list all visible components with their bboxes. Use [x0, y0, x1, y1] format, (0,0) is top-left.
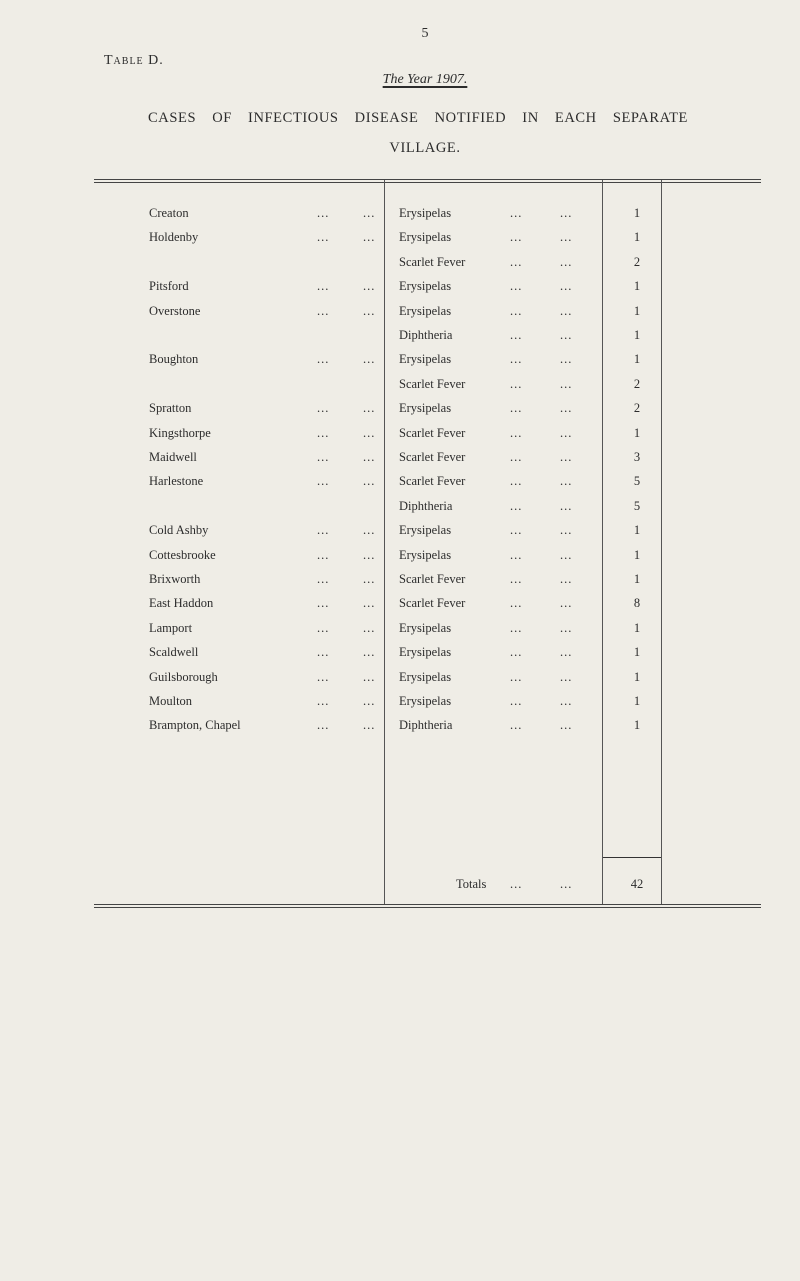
- case-count: 1: [633, 279, 641, 294]
- village-name: Scaldwell: [149, 645, 199, 660]
- leader-dots: ...: [510, 425, 523, 440]
- totals-rule: [603, 857, 661, 858]
- leader-dots: ...: [510, 230, 523, 245]
- bottom-rule: [94, 904, 761, 905]
- leader-dots: ...: [317, 303, 330, 318]
- village-name: Cold Ashby: [149, 523, 209, 538]
- leader-dots: ...: [560, 694, 573, 708]
- leader-dots: ...: [363, 303, 376, 318]
- leader-dots: ...: [510, 474, 523, 489]
- leader-dots: ...: [317, 230, 330, 245]
- leader-dots: ...: [317, 425, 330, 440]
- bottom-rule-inner: [94, 907, 761, 908]
- leader-dots: ...: [510, 572, 523, 586]
- table-row: [0, 426, 800, 448]
- leader-dots: ...: [560, 645, 573, 660]
- leader-dots: ...: [363, 620, 376, 635]
- leader-dots: ...: [510, 206, 523, 220]
- table-row: [0, 230, 800, 252]
- case-count: 1: [633, 547, 641, 562]
- table-row: [0, 548, 800, 570]
- village-name: Brampton, Chapel: [149, 718, 241, 733]
- disease-name: Erysipelas: [399, 694, 452, 708]
- disease-name: Diphtheria: [399, 498, 453, 513]
- table-row: [0, 694, 800, 716]
- leader-dots: ...: [317, 620, 330, 635]
- case-count: 1: [633, 303, 641, 318]
- leader-dots: ...: [560, 596, 573, 611]
- leader-dots: ...: [363, 450, 376, 464]
- leader-dots: ...: [560, 474, 573, 489]
- leader-dots: ...: [510, 669, 523, 684]
- disease-name: Erysipelas: [399, 645, 452, 660]
- table-row: [0, 450, 800, 472]
- village-name: Brixworth: [149, 572, 201, 586]
- table-row: [0, 621, 800, 643]
- leader-dots: ...: [560, 877, 573, 891]
- case-count: 1: [633, 523, 641, 538]
- disease-name: Erysipelas: [399, 523, 452, 538]
- leader-dots: ...: [510, 303, 523, 318]
- leader-dots: ...: [510, 718, 523, 733]
- case-count: 2: [633, 254, 641, 269]
- case-count: 1: [633, 352, 641, 367]
- leader-dots: ...: [510, 279, 523, 294]
- leader-dots: ...: [317, 352, 330, 367]
- leader-dots: ...: [363, 352, 376, 367]
- disease-name: Scarlet Fever: [399, 450, 466, 464]
- table-row: [0, 401, 800, 423]
- table-title-line-2: VILLAGE.: [389, 140, 461, 156]
- leader-dots: ...: [317, 645, 330, 660]
- table-row: [0, 279, 800, 301]
- table-row: [0, 718, 800, 740]
- leader-dots: ...: [363, 669, 376, 684]
- case-count: 1: [633, 206, 641, 220]
- leader-dots: ...: [510, 376, 523, 391]
- case-count: 1: [633, 572, 641, 586]
- village-name: Guilsborough: [149, 669, 218, 684]
- table-title-line-1: CASES OF INFECTIOUS DISEASE NOTIFIED IN EACH SEPARATE: [148, 110, 688, 126]
- leader-dots: ...: [560, 620, 573, 635]
- leader-dots: ...: [560, 572, 573, 586]
- leader-dots: ...: [317, 523, 330, 538]
- totals-row: [0, 877, 800, 899]
- leader-dots: ...: [510, 450, 523, 464]
- page-number: 5: [421, 26, 429, 41]
- case-count: 8: [633, 596, 641, 611]
- leader-dots: ...: [560, 401, 573, 416]
- leader-dots: ...: [363, 547, 376, 562]
- leader-dots: ...: [510, 620, 523, 635]
- case-count: 1: [633, 694, 641, 708]
- disease-name: Erysipelas: [399, 279, 452, 294]
- disease-name: Diphtheria: [399, 718, 453, 733]
- leader-dots: ...: [317, 450, 330, 464]
- leader-dots: ...: [510, 523, 523, 538]
- leader-dots: ...: [510, 645, 523, 660]
- leader-dots: ...: [560, 230, 573, 245]
- disease-name: Erysipelas: [399, 230, 452, 245]
- disease-name: Scarlet Fever: [399, 474, 466, 489]
- village-name: East Haddon: [149, 596, 214, 611]
- leader-dots: ...: [363, 474, 376, 489]
- village-name: Kingsthorpe: [149, 425, 211, 440]
- leader-dots: ...: [317, 596, 330, 611]
- disease-name: Erysipelas: [399, 352, 452, 367]
- village-name: Overstone: [149, 303, 201, 318]
- disease-name: Erysipelas: [399, 547, 452, 562]
- leader-dots: ...: [560, 718, 573, 733]
- case-count: 1: [633, 328, 641, 342]
- case-count: 1: [633, 425, 641, 440]
- leader-dots: ...: [363, 596, 376, 611]
- case-count: 1: [633, 645, 641, 660]
- leader-dots: ...: [560, 498, 573, 513]
- table-row: [0, 596, 800, 618]
- leader-dots: ...: [317, 694, 330, 708]
- village-name: Cottesbrooke: [149, 547, 216, 562]
- leader-dots: ...: [317, 547, 330, 562]
- leader-dots: ...: [363, 645, 376, 660]
- table-row: [0, 352, 800, 374]
- leader-dots: ...: [560, 254, 573, 269]
- leader-dots: ...: [363, 206, 376, 220]
- disease-name: Erysipelas: [399, 206, 452, 220]
- leader-dots: ...: [510, 877, 523, 891]
- disease-name: Diphtheria: [399, 328, 453, 342]
- leader-dots: ...: [317, 669, 330, 684]
- leader-dots: ...: [510, 498, 523, 513]
- leader-dots: ...: [560, 547, 573, 562]
- table-row: [0, 670, 800, 692]
- disease-name: Erysipelas: [399, 669, 452, 684]
- disease-name: Scarlet Fever: [399, 376, 466, 391]
- totals-value: 42: [630, 877, 644, 891]
- leader-dots: ...: [317, 206, 330, 220]
- table-row: [0, 206, 800, 228]
- leader-dots: ...: [560, 669, 573, 684]
- table-row: [0, 328, 800, 350]
- totals-label: Totals: [456, 877, 487, 891]
- case-count: 3: [633, 450, 641, 464]
- leader-dots: ...: [510, 254, 523, 269]
- leader-dots: ...: [560, 206, 573, 220]
- table-label: Table D.: [104, 53, 164, 68]
- leader-dots: ...: [560, 352, 573, 367]
- leader-dots: ...: [317, 718, 330, 733]
- case-count: 2: [633, 401, 641, 416]
- case-count: 5: [633, 498, 641, 513]
- disease-name: Scarlet Fever: [399, 572, 466, 586]
- table-row: [0, 304, 800, 326]
- table-row: [0, 255, 800, 277]
- table-row: [0, 474, 800, 496]
- disease-name: Scarlet Fever: [399, 425, 466, 440]
- table-row: [0, 572, 800, 594]
- leader-dots: ...: [560, 376, 573, 391]
- leader-dots: ...: [363, 523, 376, 538]
- leader-dots: ...: [560, 328, 573, 342]
- village-name: Harlestone: [149, 474, 204, 489]
- leader-dots: ...: [363, 425, 376, 440]
- table-row: [0, 499, 800, 521]
- leader-dots: ...: [317, 401, 330, 416]
- leader-dots: ...: [510, 401, 523, 416]
- table-row: [0, 523, 800, 545]
- village-name: Boughton: [149, 352, 199, 367]
- case-count: 1: [633, 230, 641, 245]
- village-name: Holdenby: [149, 230, 199, 245]
- leader-dots: ...: [510, 547, 523, 562]
- leader-dots: ...: [510, 694, 523, 708]
- disease-name: Erysipelas: [399, 401, 452, 416]
- leader-dots: ...: [363, 230, 376, 245]
- leader-dots: ...: [510, 596, 523, 611]
- case-count: 5: [633, 474, 641, 489]
- leader-dots: ...: [363, 694, 376, 708]
- leader-dots: ...: [363, 572, 376, 586]
- leader-dots: ...: [560, 303, 573, 318]
- leader-dots: ...: [363, 279, 376, 294]
- table-row: [0, 645, 800, 667]
- case-count: 1: [633, 669, 641, 684]
- village-name: Spratton: [149, 401, 192, 416]
- village-name: Creaton: [149, 206, 189, 220]
- case-count: 2: [633, 376, 641, 391]
- village-name: Lamport: [149, 620, 193, 635]
- village-name: Pitsford: [149, 279, 189, 294]
- leader-dots: ...: [510, 352, 523, 367]
- leader-dots: ...: [560, 523, 573, 538]
- leader-dots: ...: [560, 425, 573, 440]
- disease-name: Scarlet Fever: [399, 254, 466, 269]
- leader-dots: ...: [560, 279, 573, 294]
- case-count: 1: [633, 718, 641, 733]
- leader-dots: ...: [510, 328, 523, 342]
- leader-dots: ...: [317, 572, 330, 586]
- leader-dots: ...: [363, 401, 376, 416]
- village-name: Moulton: [149, 694, 193, 708]
- disease-name: Erysipelas: [399, 303, 452, 318]
- leader-dots: ...: [560, 450, 573, 464]
- year-heading: The Year 1907.: [382, 72, 468, 87]
- disease-name: Erysipelas: [399, 620, 452, 635]
- case-count: 1: [633, 620, 641, 635]
- village-name: Maidwell: [149, 450, 197, 464]
- table-row: [0, 377, 800, 399]
- leader-dots: ...: [317, 474, 330, 489]
- disease-name: Scarlet Fever: [399, 596, 466, 611]
- leader-dots: ...: [363, 718, 376, 733]
- leader-dots: ...: [317, 279, 330, 294]
